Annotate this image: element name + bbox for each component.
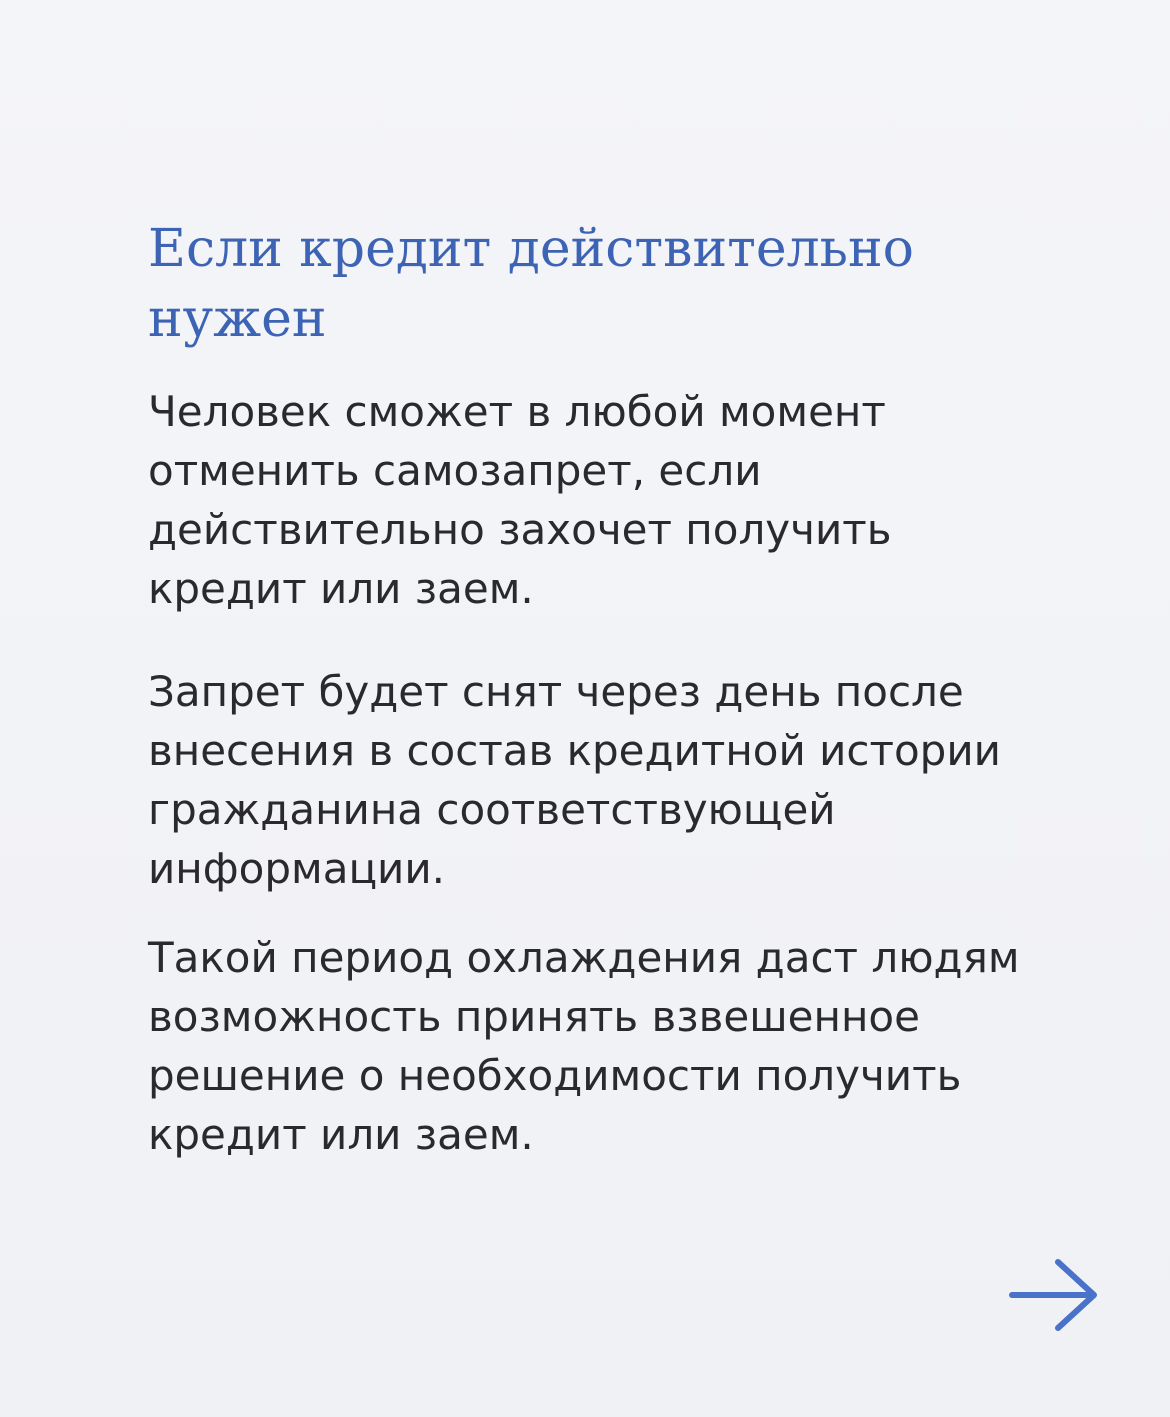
arrow-right-icon[interactable] <box>1008 1258 1100 1332</box>
paragraph-cancel-self-ban: Человек сможет в любой момент отменить самозапрет, если действительно захочет получить кредит или заем. <box>148 387 892 613</box>
paragraph-cooling-period: Такой период охлаждения даст людям возможность принять взвешенное решение о необходимости получить кредит или заем. <box>148 933 1020 1159</box>
slide-title: Если кредит действительно нужен <box>148 219 914 349</box>
paragraph-ban-removal: Запрет будет снят через день после внесения в состав кредитной истории гражданина соответствующей информации. <box>148 667 1001 893</box>
